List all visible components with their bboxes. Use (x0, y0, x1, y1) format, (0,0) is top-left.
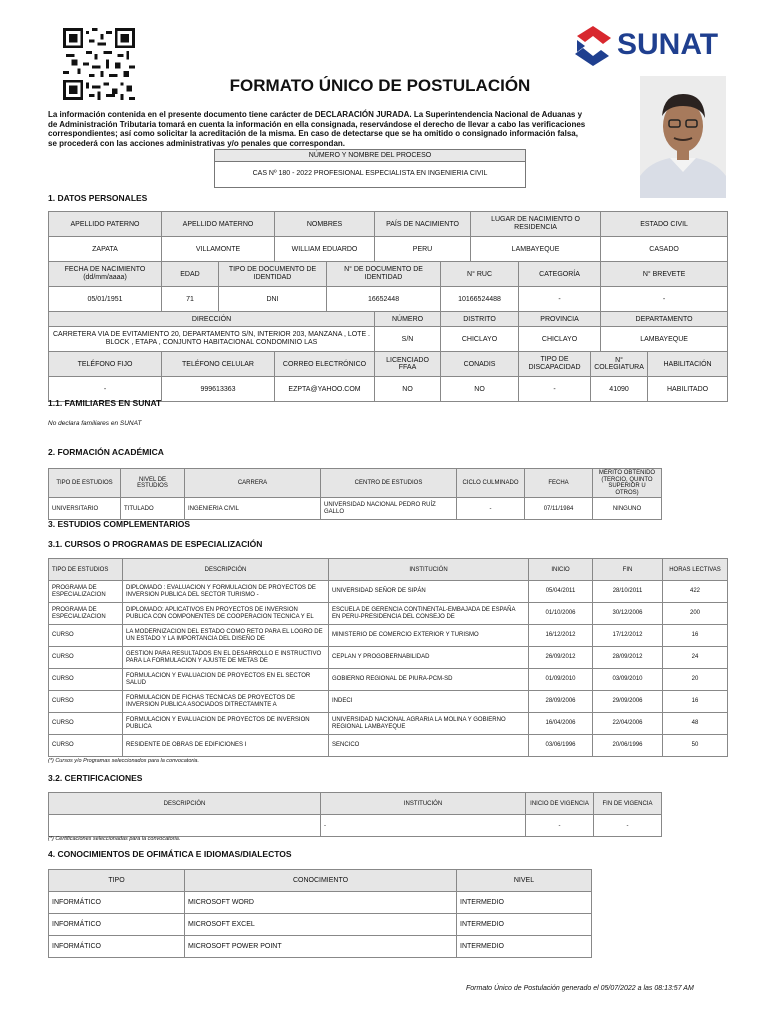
data-cell: S/N (375, 327, 441, 352)
header-cell: LICENCIADO FFAA (375, 352, 441, 377)
data-cell: TITULADO (121, 498, 185, 520)
data-cell: EZPTA@YAHOO.COM (275, 377, 375, 402)
data-cell: NO (441, 377, 519, 402)
data-cell: UNIVERSIDAD NACIONAL PEDRO RUÍZ GALLO (321, 498, 457, 520)
header-cell: CONOCIMIENTO (185, 870, 457, 892)
header-cell: INSTITUCIÓN (321, 793, 526, 815)
header-cell: CORREO ELECTRÓNICO (275, 352, 375, 377)
data-cell: DNI (219, 287, 327, 312)
process-value: CAS Nº 180 - 2022 PROFESIONAL ESPECIALISTA EN INGENIERIA CIVIL (252, 170, 488, 177)
data-cell: PROGRAMA DE ESPECIALIZACION (49, 603, 123, 625)
data-cell: 200 (663, 603, 728, 625)
data-cell: INDECI (329, 691, 529, 713)
data-cell: 71 (162, 287, 219, 312)
data-cell: FORMULACION Y EVALUACION DE PROYECTOS DE INVERSION PUBLICA (123, 713, 329, 735)
header-cell: N° DE DOCUMENTO DE IDENTIDAD (327, 262, 441, 287)
data-cell: CURSO (49, 713, 123, 735)
section-academic: 2. FORMACIÓN ACADÉMICA (48, 447, 164, 457)
process-label: NÚMERO Y NOMBRE DEL PROCESO (215, 150, 525, 162)
table-row (49, 581, 728, 603)
header-cell: PROVINCIA (519, 312, 601, 327)
header-cell: HORAS LECTIVAS (663, 559, 728, 581)
data-cell: GOBIERNO REGIONAL DE PIURA-PCM-SD (329, 669, 529, 691)
section-complementary: 3. ESTUDIOS COMPLEMENTARIOS (48, 519, 190, 529)
courses-table (48, 558, 728, 757)
data-cell: 03/09/2010 (593, 669, 663, 691)
header-cell: NOMBRES (275, 212, 375, 237)
footer-timestamp: Formato Único de Postulación generado el 05/07/2022 a las 08:13:57 AM (466, 985, 694, 992)
data-cell: 16/12/2012 (529, 625, 593, 647)
data-cell: LAMBAYEQUE (601, 327, 728, 352)
table-row (49, 691, 728, 713)
data-cell: 50 (663, 735, 728, 757)
data-cell: 05/01/1951 (49, 287, 162, 312)
data-cell: INTERMEDIO (457, 914, 592, 936)
sunat-logo (573, 24, 725, 68)
courses-note: (*) Cursos y/o Programas seleccionados para la convocatoria. (48, 758, 200, 764)
section-certs: 3.2. CERTIFICACIONES (48, 773, 143, 783)
header-cell: TIPO DE ESTUDIOS (49, 559, 123, 581)
header-cell: DESCRIPCIÓN (49, 793, 321, 815)
table-row (49, 713, 728, 735)
data-cell: 05/04/2011 (529, 581, 593, 603)
header-cell: CONADIS (441, 352, 519, 377)
address-cell: CARRETERA VIA DE EVITAMIENTO 20, DEPARTAMENTO S/N, INTERIOR 203, MANZANA , LOTE . BLOCK , ETAPA , CONJUNTO HABITACIONAL CONDOMINIO LAS (49, 327, 375, 352)
header-cell: TIPO (49, 870, 185, 892)
data-cell: 17/12/2012 (593, 625, 663, 647)
data-cell: MICROSOFT EXCEL (185, 914, 457, 936)
header-cell: APELLIDO PATERNO (49, 212, 162, 237)
data-cell: - (526, 815, 594, 837)
table-row (49, 892, 592, 914)
header-cell: CARRERA (185, 469, 321, 498)
data-cell: CASADO (601, 237, 728, 262)
header-cell: NIVEL (457, 870, 592, 892)
data-cell (49, 815, 321, 837)
data-cell: MICROSOFT POWER POINT (185, 936, 457, 958)
header-cell: DIRECCIÓN (49, 312, 375, 327)
office-table (48, 869, 592, 958)
data-cell: 10166524488 (441, 287, 519, 312)
data-cell: LA MODERNIZACION DEL ESTADO COMO RETO PARA EL LOGRO DE UN ESTADO Y LA IMPORTANCIA DEL DISEÑO DE (123, 625, 329, 647)
academic-table (48, 468, 662, 520)
data-cell: 16652448 (327, 287, 441, 312)
data-cell: LAMBAYEQUE (471, 237, 601, 262)
data-cell: 48 (663, 713, 728, 735)
data-cell: 28/09/2006 (529, 691, 593, 713)
personal-data-table (48, 211, 728, 402)
data-cell: - (594, 815, 662, 837)
table-row (49, 603, 728, 625)
header-cell: HABILITACIÓN (648, 352, 728, 377)
header-cell: NÚMERO (375, 312, 441, 327)
data-cell: 01/09/2010 (529, 669, 593, 691)
data-cell: DIPLOMADO: APLICATIVOS EN PROYECTOS DE INVERSION PUBLICA CON COMPONENTES DE COOPERACION TECNICA Y EL (123, 603, 329, 625)
table-row (49, 936, 592, 958)
data-cell: WILLIAM EDUARDO (275, 237, 375, 262)
data-cell: 07/11/1984 (525, 498, 593, 520)
data-cell: 20 (663, 669, 728, 691)
data-cell: 22/04/2006 (593, 713, 663, 735)
header-cell: LUGAR DE NACIMIENTO O RESIDENCIA (471, 212, 601, 237)
data-cell: INFORMÁTICO (49, 914, 185, 936)
table-row (49, 914, 592, 936)
header-cell: N° BREVETE (601, 262, 728, 287)
header-cell: INICIO (529, 559, 593, 581)
header-cell: TIPO DE DOCUMENTO DE IDENTIDAD (219, 262, 327, 287)
header-cell: APELLIDO MATERNO (162, 212, 275, 237)
data-cell: - (457, 498, 525, 520)
data-cell: CEPLAN Y PROGOBERNABILIDAD (329, 647, 529, 669)
certs-note: (*) Certificaciones seleccionadas para la convocatoria. (48, 836, 181, 842)
data-cell: FORMULACION DE FICHAS TECNICAS DE PROYECTOS DE INVERSION PUBLICA ASOCIADOS DITRECTAMNTE A (123, 691, 329, 713)
header-cell: INSTITUCIÓN (329, 559, 529, 581)
data-cell: CHICLAYO (519, 327, 601, 352)
header-cell: NIVEL DE ESTUDIOS (121, 469, 185, 498)
data-cell: INFORMÁTICO (49, 892, 185, 914)
section-personal: 1. DATOS PERSONALES (48, 193, 148, 203)
data-cell: PROGRAMA DE ESPECIALIZACION (49, 581, 123, 603)
data-cell: INTERMEDIO (457, 936, 592, 958)
data-cell: NINGUNO (593, 498, 662, 520)
data-cell: 26/09/2012 (529, 647, 593, 669)
data-cell: - (519, 377, 591, 402)
data-cell: - (321, 815, 526, 837)
header-cell: INICIO DE VIGENCIA (526, 793, 594, 815)
section-courses: 3.1. CURSOS O PROGRAMAS DE ESPECIALIZACIÓN (48, 539, 263, 549)
data-cell: ZAPATA (49, 237, 162, 262)
data-cell: GESTION PARA RESULTADOS EN EL DESARROLLO E INSTRUCTIVO PARA LA FORMULACION Y AJUSTE DE METAS DE (123, 647, 329, 669)
data-cell: MICROSOFT WORD (185, 892, 457, 914)
data-cell: 28/10/2011 (593, 581, 663, 603)
data-cell: DIPLOMADO : EVALUACION Y FORMULACION DE PROYECTOS DE INVERSION PUBLICA DEL SECTOR TURISMO - (123, 581, 329, 603)
data-cell: CURSO (49, 735, 123, 757)
data-cell: 20/06/1996 (593, 735, 663, 757)
table-row (49, 647, 728, 669)
data-cell: HABILITADO (648, 377, 728, 402)
header-cell: CATEGORÍA (519, 262, 601, 287)
header-cell: TELÉFONO FIJO (49, 352, 162, 377)
header-cell: FECHA DE NACIMIENTO (dd/mm/aaaa) (49, 262, 162, 287)
data-cell: 422 (663, 581, 728, 603)
data-cell: CHICLAYO (441, 327, 519, 352)
data-cell: 03/06/1996 (529, 735, 593, 757)
header-cell: DISTRITO (441, 312, 519, 327)
header-cell: FIN (593, 559, 663, 581)
data-cell: 24 (663, 647, 728, 669)
data-cell: NO (375, 377, 441, 402)
sunat-emblem-icon (573, 24, 613, 68)
data-cell: CURSO (49, 669, 123, 691)
header-cell: DEPARTAMENTO (601, 312, 728, 327)
section-family: 1.1. FAMILIARES EN SUNAT (48, 398, 162, 408)
header-cell: FECHA (525, 469, 593, 498)
data-cell: 30/12/2006 (593, 603, 663, 625)
data-cell: MINISTERIO DE COMERCIO EXTERIOR Y TURISMO (329, 625, 529, 647)
logo-text: SUNAT (617, 28, 719, 61)
data-cell: INFORMÁTICO (49, 936, 185, 958)
data-cell: 999613363 (162, 377, 275, 402)
data-cell: VILLAMONTE (162, 237, 275, 262)
header-cell: CICLO CULMINADO (457, 469, 525, 498)
data-cell: INTERMEDIO (457, 892, 592, 914)
header-cell: CENTRO DE ESTUDIOS (321, 469, 457, 498)
data-cell: INGENIERIA CIVIL (185, 498, 321, 520)
data-cell: UNIVERSIDAD SEÑOR DE SIPÁN (329, 581, 529, 603)
header-cell: DESCRIPCIÓN (123, 559, 329, 581)
header-cell: N° RUC (441, 262, 519, 287)
table-row (49, 669, 728, 691)
page-title: FORMATO ÚNICO DE POSTULACIÓN (229, 76, 531, 95)
data-cell: 16 (663, 625, 728, 647)
data-cell: 41090 (591, 377, 648, 402)
data-cell: - (49, 377, 162, 402)
header-cell: EDAD (162, 262, 219, 287)
family-note: No declara familiares en SUNAT (48, 420, 142, 427)
data-cell: ESCUELA DE GERENCIA CONTINENTAL-EMBAJADA DE ESPAÑA EN PERU-PRESIDENCIA DEL CONSEJO DE (329, 603, 529, 625)
data-cell: - (601, 287, 728, 312)
header-cell: FIN DE VIGENCIA (594, 793, 662, 815)
data-cell: CURSO (49, 691, 123, 713)
data-cell: 16 (663, 691, 728, 713)
table-row (49, 735, 728, 757)
table-row (49, 625, 728, 647)
header-cell: TELÉFONO CELULAR (162, 352, 275, 377)
section-office: 4. CONOCIMIENTOS DE OFIMÁTICA E IDIOMAS/DIALECTOS (48, 849, 292, 859)
data-cell: PERU (375, 237, 471, 262)
header-cell: MÉRITO OBTENIDO (TERCIO, QUINTO SUPERIOR U OTROS) (593, 469, 662, 498)
data-cell: CURSO (49, 625, 123, 647)
header-cell: TIPO DE DISCAPACIDAD (519, 352, 591, 377)
certs-table (48, 792, 662, 837)
header-cell: ESTADO CIVIL (601, 212, 728, 237)
data-cell: - (519, 287, 601, 312)
data-cell: 01/10/2006 (529, 603, 593, 625)
data-cell: UNIVERSITARIO (49, 498, 121, 520)
data-cell: RESIDENTE DE OBRAS DE EDIFICIONES I (123, 735, 329, 757)
data-cell: SENCICO (329, 735, 529, 757)
declaration-text: La información contenida en el presente documento tiene carácter de DECLARACIÓN JURADA. La Superintendencia Nacional de Aduanas y de Administración Tributaria tomará en cuenta la información en ella consignada, reservándose el derecho de llevar a cabo las verificaciones correspondientes; así como solicitar la acreditación de la misma. En caso de detectarse que se ha omitido o consignado información falsa, se procederá con las acciones administrativas y/o penales que correspondan. (48, 110, 586, 148)
data-cell: FORMULACION Y EVALUACION DE PROYECTOS EN EL SECTOR SALUD (123, 669, 329, 691)
header-cell: N° COLEGIATURA (591, 352, 648, 377)
header-cell: PAÍS DE NACIMIENTO (375, 212, 471, 237)
data-cell: 29/09/2006 (593, 691, 663, 713)
process-box (214, 149, 526, 188)
data-cell: UNIVERSIDAD NACIONAL AGRARIA LA MOLINA Y GOBIERNO REGIONAL LAMBAYEQUE (329, 713, 529, 735)
header-cell: TIPO DE ESTUDIOS (49, 469, 121, 498)
data-cell: 28/09/2012 (593, 647, 663, 669)
data-cell: 16/04/2006 (529, 713, 593, 735)
data-cell: CURSO (49, 647, 123, 669)
